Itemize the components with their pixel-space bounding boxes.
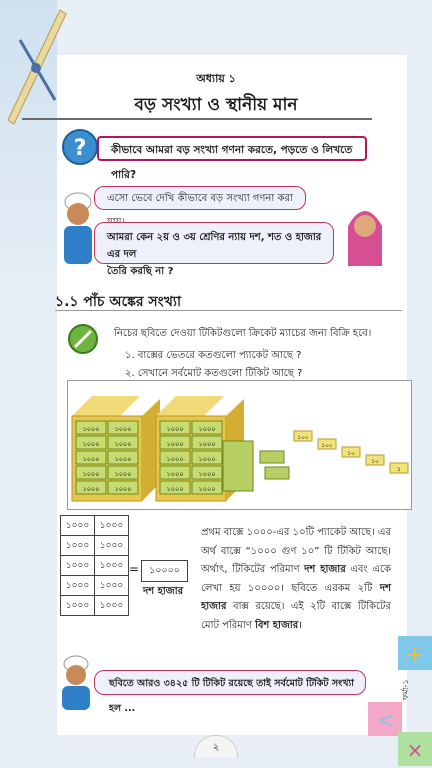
table-cell: ১০০০ bbox=[95, 556, 129, 576]
packet-label: ১০০০ bbox=[166, 470, 184, 478]
packet-label: ১০০০ bbox=[82, 455, 100, 463]
packet-label: ১০০০ bbox=[198, 425, 216, 433]
small-ticket-stacks bbox=[294, 431, 408, 473]
para-part1: প্রথম বাক্সে ১০০০-এর ১০টি প্যাকেট আছে। এর অর্থ বাক্সে “১০০০ গুণ ১০” টি টিকিট আছে। অর্থাৎ, টিকিটের পরিমাণ bbox=[201, 527, 391, 575]
side-margin-label: ফর্মা-১ bbox=[401, 679, 410, 700]
table-row bbox=[61, 536, 129, 556]
loose-packets bbox=[223, 441, 289, 491]
question-2: ২. সেখানে সর্বমোট কতগুলো টিকিট আছে ? bbox=[125, 368, 303, 379]
question-icon bbox=[61, 128, 99, 166]
table-cell: ১০০০ bbox=[61, 516, 95, 536]
packet-label: ১০০০ bbox=[198, 440, 216, 448]
packet-label: ১০০০ bbox=[114, 455, 132, 463]
math-blocks-icon bbox=[368, 636, 432, 768]
packet-label: ১০০০ bbox=[198, 485, 216, 493]
svg-text:<: < bbox=[376, 708, 394, 732]
equals-sign: = bbox=[129, 562, 140, 576]
table-row bbox=[61, 596, 129, 616]
packet-label: ১০০০ bbox=[114, 470, 132, 478]
title-divider bbox=[22, 118, 372, 120]
packet-label: ১০০০ bbox=[114, 485, 132, 493]
packet-label: ১০০০ bbox=[166, 440, 184, 448]
table-cell: ১০০০ bbox=[61, 536, 95, 556]
packet-label: ১০০০ bbox=[166, 485, 184, 493]
para-part2: এবং একে লেখা হয় ১০০০০। ছবিতে এরকম ২টি bbox=[201, 564, 391, 594]
table-row bbox=[61, 556, 129, 576]
packet-label: ১০০০ bbox=[114, 425, 132, 433]
para-bold1: দশ হাজার bbox=[304, 564, 346, 575]
chapter-title: বড় সংখ্যা ও স্থানীয় মান bbox=[134, 95, 298, 115]
small-stack-label: ১০০ bbox=[321, 442, 333, 449]
para-bold3: বিশ হাজার bbox=[254, 619, 299, 631]
table-cell: ১০০০ bbox=[95, 536, 129, 556]
para-part3: বাক্স রয়েছে। এই ২টি বাক্সে টিকিটের মোট পরিমাণ bbox=[201, 601, 391, 631]
section-heading: ১.১ পাঁচ অঙ্কের সংখ্যা bbox=[55, 294, 182, 310]
table-cell: ১০০০ bbox=[95, 576, 129, 596]
ticket-illustration bbox=[67, 380, 412, 510]
speech-bubble-2 bbox=[94, 222, 334, 277]
page-number: ২ bbox=[194, 735, 238, 758]
speech-bubble-2-line1: আমরা কেন ২য় ও ৩য় শ্রেণির ন্যায় দশ, শত ও হাজার এর দল bbox=[107, 232, 322, 260]
packet-label: ১০০০ bbox=[82, 440, 100, 448]
boy-avatar-bottom bbox=[56, 650, 96, 710]
result-box: ১০০০০ bbox=[141, 560, 188, 582]
svg-text:+: + bbox=[405, 643, 425, 668]
packet-label: ১০০০ bbox=[166, 425, 184, 433]
bottom-speech-bubble: ছবিতে আরও ৩৪২৫ টি টিকিট রয়েছে তাই সর্বমোট টিকিট সংখ্যা হল ... bbox=[94, 670, 366, 695]
ticket-boxes-drawing bbox=[68, 381, 411, 509]
question-1: ১. বাক্সের ভেতরে কতগুলো প্যাকেট আছে ? bbox=[125, 350, 302, 361]
girl-avatar bbox=[340, 196, 390, 266]
packet-label: ১০০০ bbox=[82, 425, 100, 433]
table-row bbox=[61, 576, 129, 596]
table-row bbox=[61, 516, 129, 536]
para-part4: । bbox=[298, 619, 303, 631]
table-cell: ১০০০ bbox=[95, 516, 129, 536]
lesson-question-box: কীভাবে আমরা বড় সংখ্যা গণনা করতে, পড়তে ও লিখতে পারি? bbox=[97, 136, 367, 161]
explanation-paragraph bbox=[201, 524, 391, 635]
chapter-label: অধ্যায় ১ bbox=[196, 72, 236, 85]
svg-text:×: × bbox=[406, 738, 424, 762]
table-cell: ১০০০ bbox=[61, 596, 95, 616]
small-stack-label: ১০ bbox=[371, 458, 379, 465]
section-divider bbox=[55, 310, 402, 311]
small-stack-label: ১০ bbox=[347, 450, 355, 457]
thousand-table bbox=[60, 515, 129, 616]
speech-bubble-2-line2: তৈরি করছি না ? bbox=[107, 266, 174, 277]
small-stack-label: ১০০ bbox=[297, 434, 309, 441]
table-cell: ১০০০ bbox=[61, 556, 95, 576]
packet-label: ১০০০ bbox=[82, 485, 100, 493]
section-intro: নিচের ছবিতে দেওয়া টিকিটগুলো ক্রিকেট ম্যাচের জন্য বিক্রি হবে। bbox=[114, 328, 372, 339]
small-stack-label: ১ bbox=[397, 466, 401, 473]
packet-label: ১০০০ bbox=[114, 440, 132, 448]
packet-label: ১০০০ bbox=[198, 455, 216, 463]
result-label: দশ হাজার bbox=[143, 586, 184, 597]
packet-label: ১০০০ bbox=[166, 455, 184, 463]
pencil-icon bbox=[66, 322, 100, 356]
table-cell: ১০০০ bbox=[95, 596, 129, 616]
speech-bubble-1: এসো ভেবে দেখি কীভাবে বড় সংখ্যা গণনা করা bbox=[94, 186, 306, 210]
svg-text:?: ? bbox=[73, 136, 87, 161]
para-bold2: দশ হাজার bbox=[201, 582, 391, 612]
packet-label: ১০০০ bbox=[82, 470, 100, 478]
table-cell: ১০০০ bbox=[61, 576, 95, 596]
packet-label: ১০০০ bbox=[198, 470, 216, 478]
